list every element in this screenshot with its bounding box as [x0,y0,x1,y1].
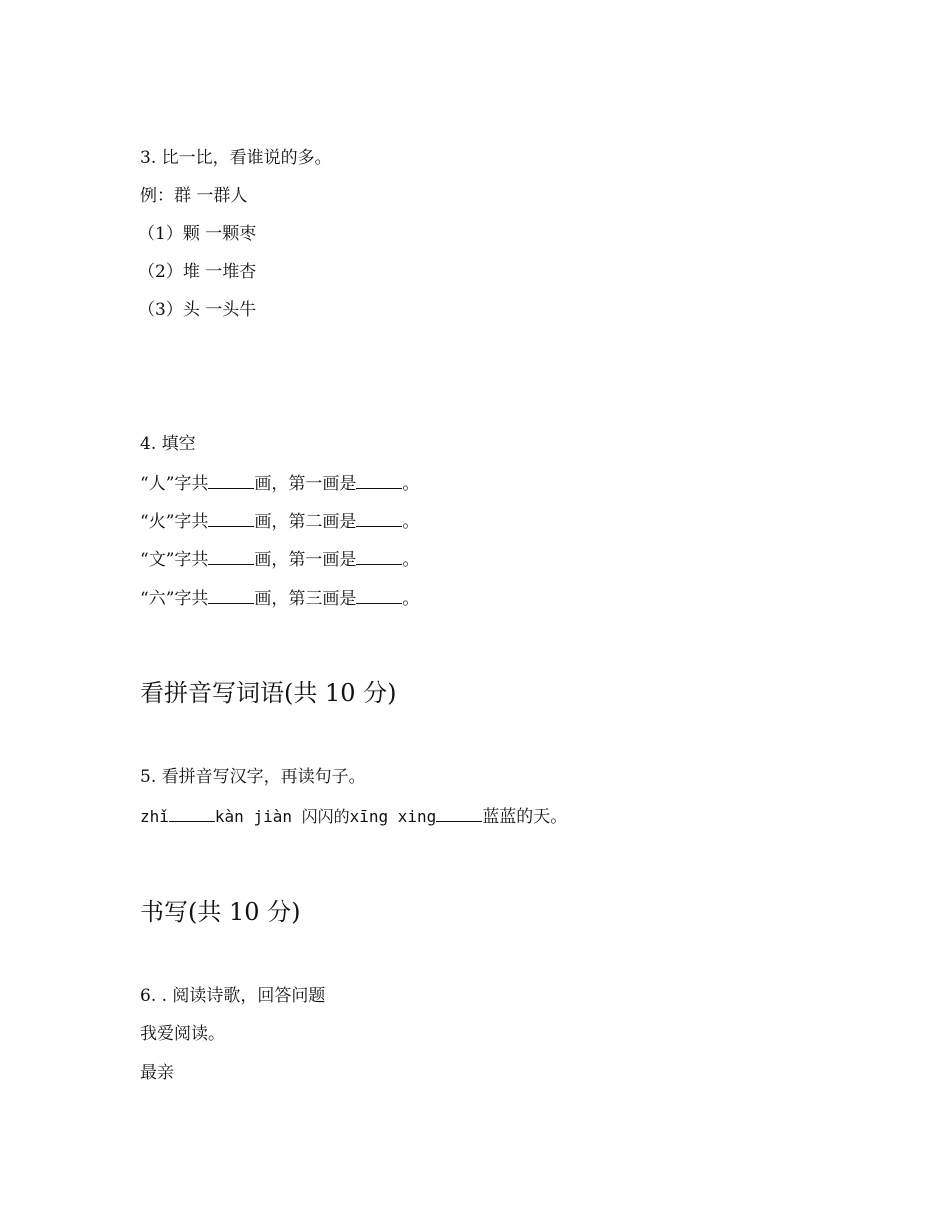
q4-row-2 [140,510,419,533]
q4-row-1-mid: 画，第一画是 [254,474,357,494]
stroke-count-blank[interactable] [208,510,254,527]
q4-row-1 [140,472,419,495]
q5-title: 5. 看拼音写汉字，再读句子。 [140,767,366,787]
sentence-end: 蓝蓝的天。 [482,807,568,827]
q5-sentence [140,805,567,828]
stroke-name-blank[interactable] [356,548,402,565]
section-heading-pinyin: 看拼音写词语(共 10 分) [140,679,397,707]
q4-row-2-mid: 画，第二画是 [254,512,357,532]
q3-title: 3. 比一比，看谁说的多。 [140,148,332,168]
q3-item-2: （2）堆 一堆杏 [138,262,257,282]
stroke-count-blank[interactable] [208,548,254,565]
q3-item-1: （1）颗 一颗枣 [138,224,257,244]
section-heading-writing: 书写(共 10 分) [140,898,301,926]
q4-row-1-prefix: “人”字共 [140,474,209,494]
poem-line-2: 最亲 [140,1063,174,1083]
q4-row-3-end: 。 [402,550,420,570]
pinyin-xing-xing: xīng xing [349,807,437,826]
q4-row-3-prefix: “文”字共 [140,550,209,570]
q4-row-1-end: 。 [402,474,420,494]
q4-row-4-mid: 画，第三画是 [254,589,357,609]
stroke-count-blank[interactable] [208,472,254,489]
hanzi-blank[interactable] [169,805,215,822]
q4-row-4 [140,587,419,610]
stroke-name-blank[interactable] [356,587,402,604]
pinyin-kan-jian: kàn jiàn 闪闪的 [214,807,350,826]
stroke-name-blank[interactable] [356,510,402,527]
q4-row-4-end: 。 [402,589,420,609]
q4-row-4-prefix: “六”字共 [140,589,209,609]
q4-row-2-end: 。 [402,512,420,532]
q3-item-3: （3）头 一头牛 [138,300,257,320]
stroke-count-blank[interactable] [208,587,254,604]
q4-row-3-mid: 画，第一画是 [254,550,357,570]
q4-title: 4. 填空 [140,434,196,454]
stroke-name-blank[interactable] [356,472,402,489]
q4-row-3 [140,548,419,571]
q6-title: 6. . 阅读诗歌，回答问题 [140,986,326,1006]
q3-example: 例：群 一群人 [140,186,248,206]
q4-row-2-prefix: “火”字共 [140,512,209,532]
pinyin-zhi: zhǐ [140,807,169,826]
hanzi-blank[interactable] [436,805,482,822]
poem-line-1: 我爱阅读。 [140,1024,225,1044]
